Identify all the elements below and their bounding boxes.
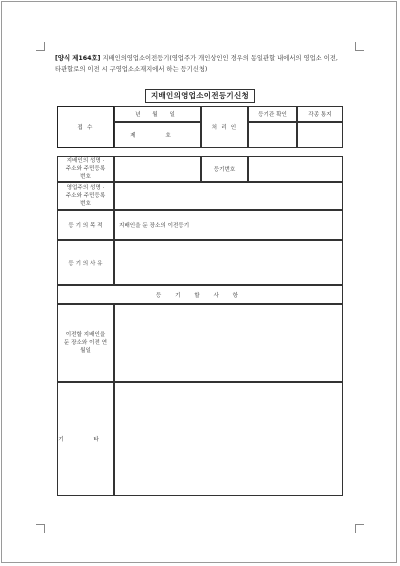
owner-info-label: 영업주의 성명 · 주소와 주민등록번호 <box>57 182 114 210</box>
receipt-label: 접 수 <box>57 106 114 148</box>
matters-header: 등 기 할 사 항 <box>57 285 343 304</box>
purpose-value[interactable]: 지배인을 둔 장소의 이전등기 <box>114 210 343 240</box>
manager-info-label: 지배인의 성명 · 주소와 주민등록번호 <box>57 156 114 182</box>
registration-number-label: 등기번호 <box>201 156 248 182</box>
other-input[interactable] <box>114 382 343 496</box>
crop-mark-top-left <box>36 42 45 51</box>
other-label: 기 타 <box>57 382 114 496</box>
registrar-check-box[interactable] <box>248 122 297 148</box>
receipt-date: 년 월 일 <box>114 106 201 122</box>
manager-info-input[interactable] <box>114 156 201 182</box>
owner-info-input[interactable] <box>114 182 343 210</box>
processing-label: 처 리 인 <box>201 106 248 148</box>
registration-number-input[interactable] <box>248 156 343 182</box>
form-number: [양식 제164호] <box>55 55 101 62</box>
relocation-label: 이전할 지배인을 둔 장소와 이전 연월일 <box>57 304 114 382</box>
crop-mark-bottom-right <box>355 524 364 533</box>
notice-label: 각종 통지 <box>297 106 343 122</box>
receipt-number: 제 호 <box>114 122 201 148</box>
crop-mark-bottom-left <box>36 524 45 533</box>
form-title: 지배인의영업소이전등기신청 <box>145 89 255 103</box>
cause-label: 등 기 의 사 유 <box>57 240 114 285</box>
crop-mark-top-right <box>355 42 364 51</box>
notice-box[interactable] <box>297 122 343 148</box>
registrar-check-label: 등기관 확인 <box>248 106 297 122</box>
form-header <box>55 53 345 75</box>
form-description: 지배인의영업소이전등기(영업주가 개인상인인 경우의 동일관할 내에서의 영업소 이전, 타관할로의 이전 시 구영업소소재지에서 하는 등기신청) <box>55 55 338 73</box>
purpose-label: 등 기 의 목 적 <box>57 210 114 240</box>
cause-input[interactable] <box>114 240 343 285</box>
relocation-input[interactable] <box>114 304 343 382</box>
